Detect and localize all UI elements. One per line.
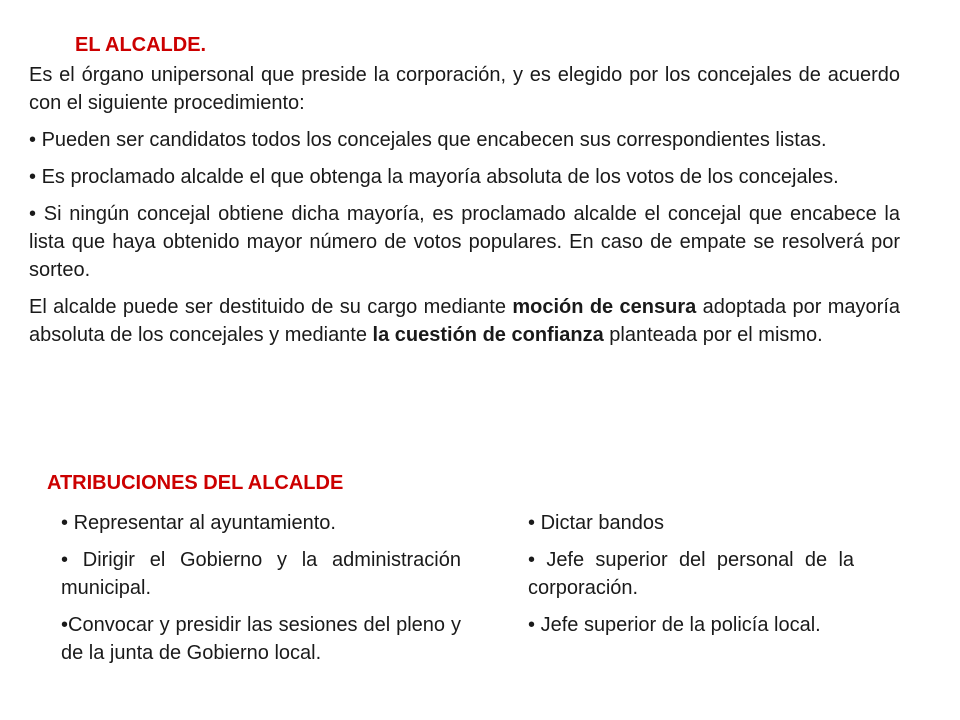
attribution-text: Dirigir el Gobierno y la administración municipal.: [61, 549, 461, 599]
attribution-text: Jefe superior del personal de la corporación.: [528, 549, 855, 599]
censure-motion-term: moción de censura: [512, 296, 697, 318]
attribution-text: Convocar y presidir las sesiones del pleno y de la junta de Gobierno local.: [61, 614, 461, 664]
bullet-icon: •: [61, 549, 69, 571]
intro-paragraph: Es el órgano unipersonal que preside la corporación, y es elegido por los concejales de acuerdo con el siguiente procedimiento:: [29, 64, 900, 114]
attribution-text: Jefe superior de la policía local.: [540, 614, 821, 636]
bullet-icon: •: [61, 614, 69, 636]
bullet-icon: •: [528, 512, 536, 534]
dismissal-text: El alcalde puede ser destituido de su cargo mediante: [29, 296, 513, 318]
bullet-icon: •: [61, 512, 69, 534]
procedure-text: Es proclamado alcalde el que obtenga la mayoría absoluta de los votos de los concejales.: [41, 166, 839, 188]
bullet-icon: •: [29, 129, 37, 151]
dismissal-text: adoptada por mayoría absoluta de los concejales y mediante: [29, 296, 900, 346]
attributions-right-column: [528, 509, 854, 648]
list-item: [528, 509, 854, 537]
list-item: [61, 611, 461, 667]
procedure-text: Si ningún concejal obtiene dicha mayoría, es proclamado alcalde el concejal que encabece la lista que haya obtenido mayor número de votos populares. En caso de empate se resolverá por sorteo.: [29, 203, 901, 281]
list-item: [61, 509, 461, 537]
section-heading: ATRIBUCIONES DEL ALCALDE: [47, 472, 344, 494]
list-item: [29, 200, 900, 284]
confidence-question-term: la cuestión de confianza: [372, 324, 604, 346]
list-item: [528, 546, 854, 602]
list-item: [29, 126, 900, 154]
page-title: EL ALCALDE.: [75, 34, 207, 56]
dismissal-paragraph: [29, 293, 900, 349]
list-item: [61, 546, 461, 602]
main-text: [29, 61, 900, 358]
bullet-icon: •: [29, 203, 37, 225]
bullet-icon: •: [528, 549, 536, 571]
bullet-icon: •: [528, 614, 536, 636]
list-item: [29, 163, 900, 191]
dismissal-text: planteada por el mismo.: [603, 324, 823, 346]
attribution-text: Dictar bandos: [540, 512, 664, 534]
attributions-left-column: [61, 509, 461, 676]
procedure-text: Pueden ser candidatos todos los concejales que encabecen sus correspondientes listas.: [41, 129, 827, 151]
bullet-icon: •: [29, 166, 37, 188]
list-item: [528, 611, 854, 639]
attribution-text: Representar al ayuntamiento.: [73, 512, 336, 534]
